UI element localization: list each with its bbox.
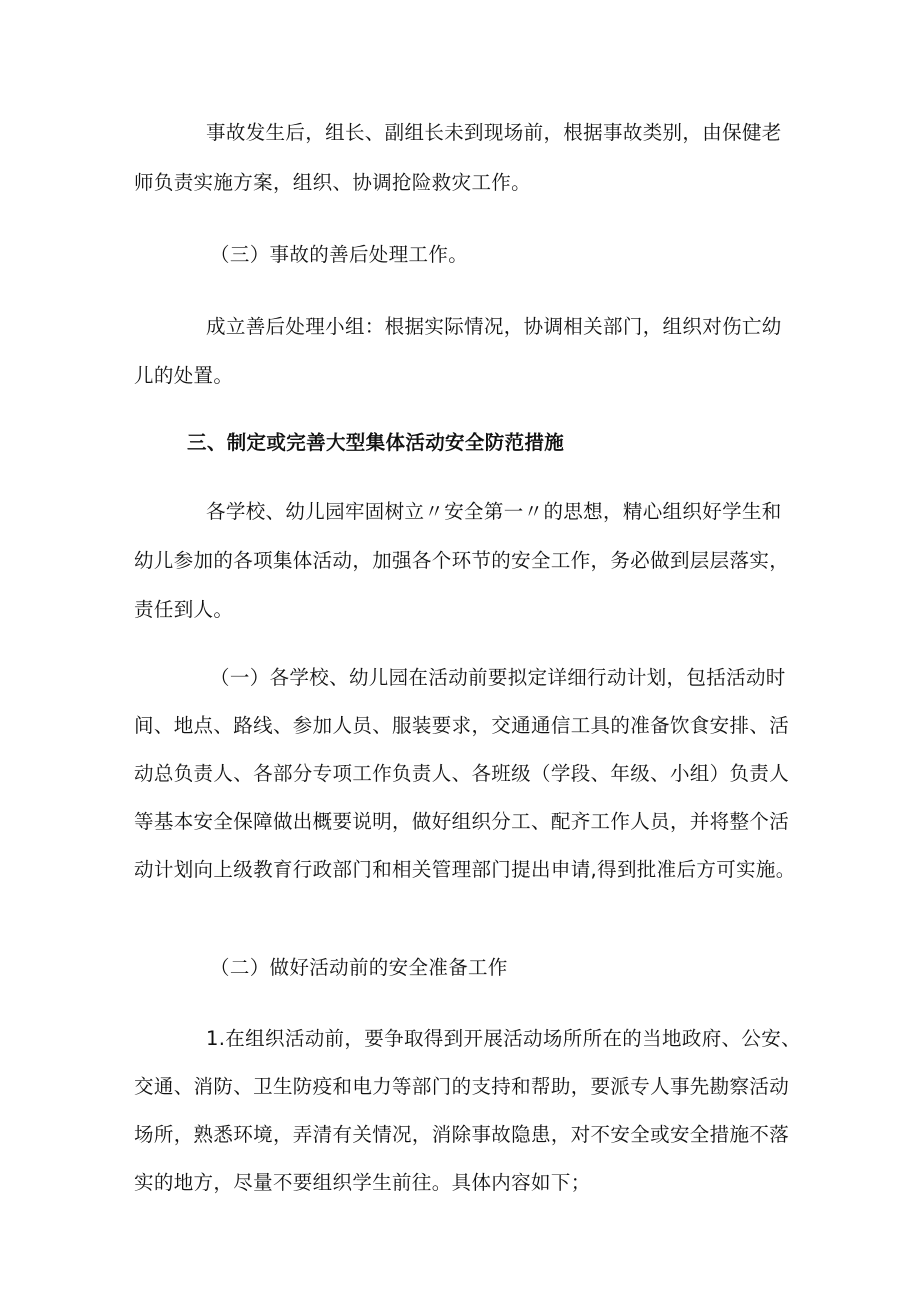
paragraph-line: 儿的处置。 xyxy=(134,364,234,387)
paragraph-line: 幼儿参加的各项集体活动，加强各个环节的安全工作，务必做到层层落实， xyxy=(134,549,790,572)
paragraph-line: 动计划向上级教育行政部门和相关管理部门提出申请,得到批准后方可实施。 xyxy=(134,858,796,881)
paragraph-line: 动总负责人、各部分专项工作负责人、各班级（学段、年级、小组）负责人 xyxy=(134,762,790,785)
paragraph-line: 成立善后处理小组：根据实际情况，协调相关部门，组织对伤亡幼 xyxy=(206,315,782,338)
paragraph-line: 各学校、幼儿园牢固树立〃安全第一〃的思想，精心组织好学生和 xyxy=(206,500,782,523)
paragraph-line: 责任到人。 xyxy=(134,598,234,621)
section-subheading: （三）事故的善后处理工作。 xyxy=(210,243,469,266)
paragraph-line: 间、地点、路线、参加人员、服装要求，交通通信工具的准备饮食安排、活 xyxy=(134,714,790,737)
section-heading: 三、制定或完善大型集体活动安全防范措施 xyxy=(187,431,565,454)
paragraph-line: 交通、消防、卫生防疫和电力等部门的支持和帮助，要派专人事先勘察活动 xyxy=(134,1075,790,1098)
paragraph-line: 师负责实施方案，组织、协调抢险救灾工作。 xyxy=(134,171,532,194)
paragraph-line: 实的地方，尽量不要组织学生前往。具体内容如下； xyxy=(134,1171,591,1194)
paragraph-line: （一）各学校、幼儿园在活动前要拟定详细行动计划，包括活动时 xyxy=(210,666,786,689)
paragraph-line: 场所，熟悉环境，弄清有关情况，消除事故隐患，对不安全或安全措施不落 xyxy=(134,1123,790,1146)
paragraph-line: 1.在组织活动前，要争取得到开展活动场所所在的当地政府、公安、 xyxy=(206,1027,801,1050)
section-subheading: （二）做好活动前的安全准备工作 xyxy=(210,956,508,979)
paragraph-line: 事故发生后，组长、副组长未到现场前，根据事故类别，由保健老 xyxy=(206,121,782,144)
paragraph-line: 等基本安全保障做出概要说明，做好组织分工、配齐工作人员，并将整个活 xyxy=(134,810,790,833)
